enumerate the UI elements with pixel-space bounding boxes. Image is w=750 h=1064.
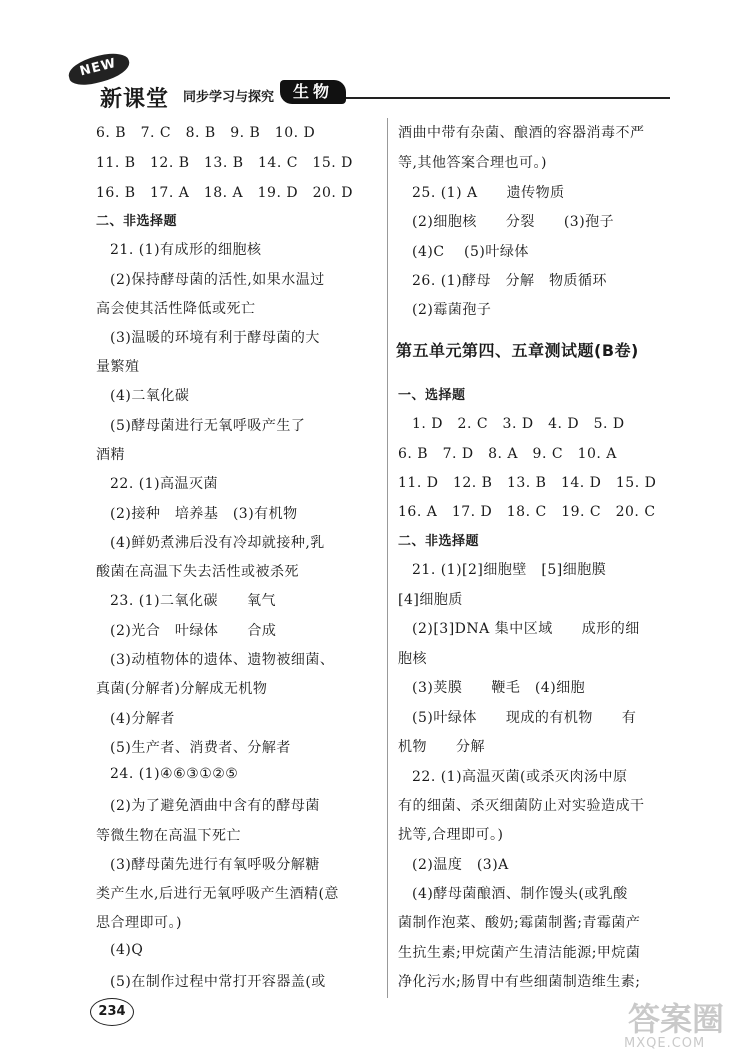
answer-line: 机物 分解 (398, 739, 485, 755)
answer-line: (3)温暖的环境有利于酵母菌的大 (110, 330, 320, 346)
answer-line: (4)二氧化碳 (110, 388, 190, 404)
answer-line: [4]细胞质 (398, 592, 463, 608)
answer-line: 菌制作泡菜、酸奶;霉菌制酱;青霉菌产 (398, 915, 641, 931)
answer-line: 21. (1)有成形的细胞核 (110, 242, 262, 258)
answer-line: (4)C (5)叶绿体 (412, 244, 529, 260)
answer-line: 有的细菌、杀灭细菌防止对实验造成干 (398, 798, 645, 814)
answer-line: 类产生水,后进行无氧呼吸产生酒精(意 (96, 886, 339, 902)
answer-line: 1. D 2. C 3. D 4. D 5. D (412, 416, 625, 432)
watermark-url: MXQE.COM (624, 1036, 706, 1051)
subject-badge: 生物 (280, 80, 346, 104)
answer-line: 酸菌在高温下失去活性或被杀死 (96, 564, 299, 580)
answer-line: (2)保持酵母菌的活性,如果水温过 (110, 272, 325, 288)
answer-line: (4)Q (110, 942, 144, 958)
column-divider (387, 118, 388, 998)
page-number: 234 (90, 998, 134, 1026)
answer-line: (2)为了避免酒曲中含有的酵母菌 (110, 798, 320, 814)
section-heading: 二、非选择题 (398, 534, 480, 549)
answer-line: 生抗生素;甲烷菌产生清洁能源;甲烷菌 (398, 945, 641, 961)
answer-line: (4)分解者 (110, 711, 175, 727)
answer-line: 扰等,合理即可。) (398, 827, 504, 843)
answer-line: (2)[3]DNA 集中区域 成形的细 (412, 621, 640, 637)
answer-line: 21. (1)[2]细胞壁 [5]细胞膜 (412, 562, 607, 578)
answer-line: (5)生产者、消费者、分解者 (110, 740, 291, 756)
answer-line: (2)霉菌孢子 (412, 302, 492, 318)
header-rule (346, 97, 670, 99)
watermark (620, 990, 740, 1060)
answer-line: 量繁殖 (96, 359, 140, 375)
series-subtitle: 同步学习与探究 (183, 90, 275, 105)
answer-line: 6. B 7. C 8. B 9. B 10. D (96, 125, 316, 141)
section-heading: 一、选择题 (398, 388, 466, 403)
answer-line: 胞核 (398, 651, 427, 667)
answer-line: (5)酵母菌进行无氧呼吸产生了 (110, 418, 306, 434)
brand-title: 新课堂 (100, 86, 170, 112)
answer-line: 等,其他答案合理也可。) (398, 155, 547, 171)
answer-line: (5)叶绿体 现成的有机物 有 (412, 710, 637, 726)
logo-text: NEW (78, 55, 119, 80)
answer-line: 24. (1)④⑥③①②⑤ (110, 766, 239, 782)
answer-line: (4)鲜奶煮沸后没有冷却就接种,乳 (110, 535, 325, 551)
answer-line: 25. (1) A 遗传物质 (412, 185, 565, 201)
answer-line: 酒精 (96, 447, 125, 463)
answer-line: 净化污水;肠胃中有些细菌制造维生素; (398, 974, 641, 990)
answer-line: (2)细胞核 分裂 (3)孢子 (412, 214, 615, 230)
answer-line: (3)酵母菌先进行有氧呼吸分解糖 (110, 857, 320, 873)
answer-line: 16. A 17. D 18. C 19. C 20. C (398, 504, 656, 520)
answer-line: 11. B 12. B 13. B 14. C 15. D (96, 155, 353, 171)
answer-line: (4)酵母菌酿酒、制作馒头(或乳酸 (412, 886, 628, 902)
chapter-heading: 第五单元第四、五章测试题(B卷) (396, 341, 639, 360)
answer-line: 11. D 12. B 13. B 14. D 15. D (398, 475, 657, 491)
page-header (0, 0, 750, 120)
answer-line: 高会使其活性降低或死亡 (96, 301, 256, 317)
answer-line: 酒曲中带有杂菌、酿酒的容器消毒不严 (398, 125, 645, 141)
answer-line: 26. (1)酵母 分解 物质循环 (412, 273, 608, 289)
answer-line: (5)在制作过程中常打开容器盖(或 (110, 974, 326, 990)
answer-line: (2)接种 培养基 (3)有机物 (110, 506, 298, 522)
answer-line: (2)温度 (3)A (412, 857, 509, 873)
answer-line: 22. (1)高温灭菌(或杀灭肉汤中原 (412, 769, 628, 785)
answer-line: 思合理即可。) (96, 915, 182, 931)
section-heading: 二、非选择题 (96, 214, 178, 229)
answer-line: 等微生物在高温下死亡 (96, 828, 241, 844)
answer-line: 6. B 7. D 8. A 9. C 10. A (398, 446, 617, 462)
answer-line: (3)荚膜 鞭毛 (4)细胞 (412, 680, 586, 696)
answer-line: 23. (1)二氧化碳 氧气 (110, 593, 277, 609)
watermark-main: 答案圈 (628, 1000, 725, 1038)
answer-line: 真菌(分解者)分解成无机物 (96, 681, 268, 697)
answer-line: 22. (1)高温灭菌 (110, 476, 219, 492)
answer-line: (3)动植物体的遗体、遗物被细菌、 (110, 652, 335, 668)
answer-line: (2)光合 叶绿体 合成 (110, 623, 277, 639)
answer-line: 16. B 17. A 18. A 19. D 20. D (96, 185, 354, 201)
